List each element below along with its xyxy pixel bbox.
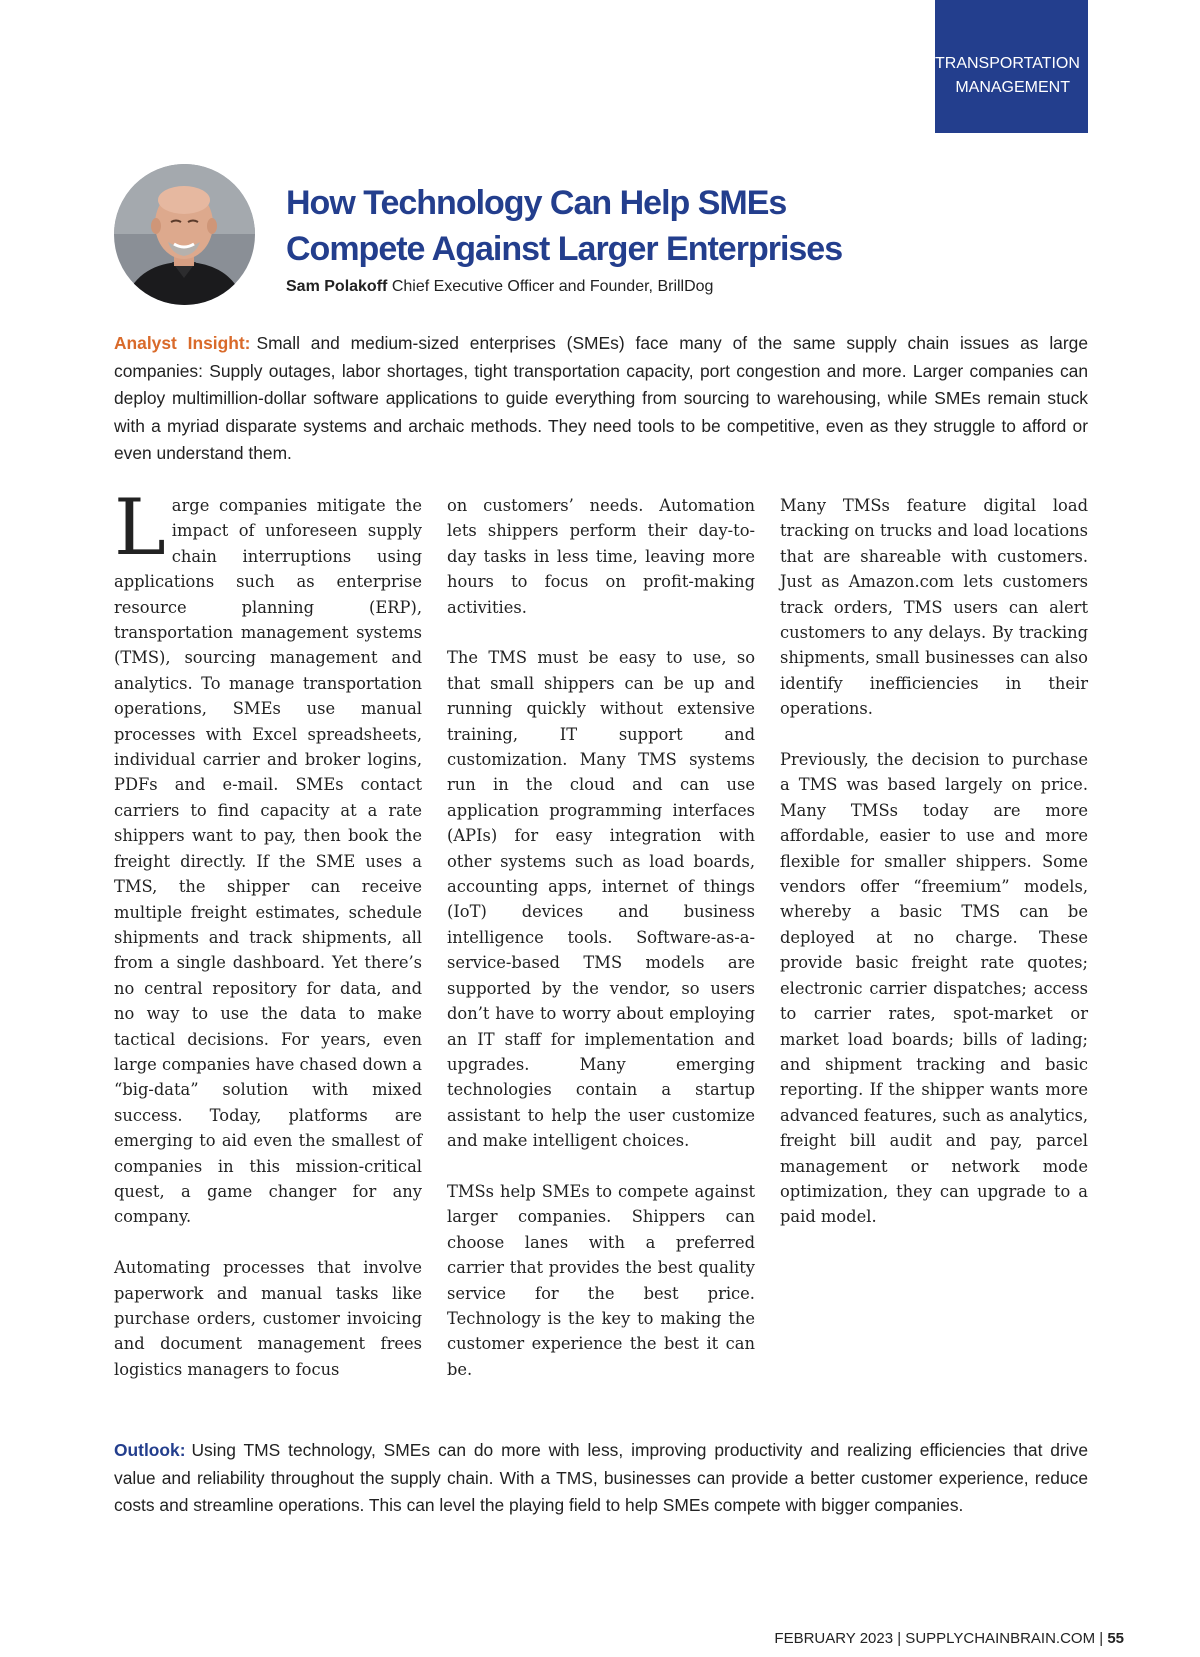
author-name: Sam Polakoff <box>286 278 388 295</box>
drop-cap: L <box>114 483 166 573</box>
section-label-line1: TRANSPORTATION <box>935 55 1080 72</box>
page-number: 55 <box>1107 1630 1124 1647</box>
body-paragraph-2-continued: on customers’ needs. Automation lets shippers perform their day-to-day tasks in less time, leaving more hours to focus on profit-making activities. <box>447 496 755 617</box>
body-paragraph-4: TMSs help SMEs to compete against larger companies. Shippers can choose lanes with a preferred carrier that provides the best quality service for the best price. Technology is the key to making the customer experience the best it can be. <box>447 1181 755 1379</box>
article-column-3 <box>780 493 1088 1255</box>
author-role: Chief Executive Officer and Founder, BrillDog <box>391 278 714 295</box>
outlook-label: Outlook: <box>114 1440 186 1460</box>
article-column-1 <box>114 483 422 1408</box>
body-paragraph-6: Previously, the decision to purchase a TMS was based largely on price. Many TMSs today are more affordable, easier to use and more flexible for smaller shippers. Some vendors offer “freemium” models, whereby a basic TMS can be deployed at no charge. These provide basic freight rate quotes; electronic carrier dispatches; access to carrier rates, spot-market or market load boards; bills of lading; and shipment tracking and basic reporting. If the shipper wants more advanced features, such as analytics, freight bill audit and pay, parcel management or network mode optimization, they can upgrade to a paid model. <box>780 750 1088 1227</box>
analyst-insight-label: Analyst Insight: <box>114 333 251 353</box>
body-paragraph-2: Automating processes that involve paperwork and manual tasks like purchase orders, customer invoicing and document management frees logistics managers to focus <box>114 1258 422 1379</box>
section-label-line2: MANAGEMENT <box>955 79 1070 96</box>
outlook-text: Using TMS technology, SMEs can do more with less, improving productivity and realizing efficiencies that drive value and reliability throughout the supply chain. With a TMS, businesses can provide a better customer experience, reduce costs and streamline operations. This can level the playing field to help SMEs compete with bigger companies. <box>114 1440 1088 1515</box>
article-title: How Technology Can Help SMEs Compete Against Larger Enterprises <box>286 184 843 268</box>
outlook <box>114 1437 1088 1520</box>
article-column-2 <box>447 493 755 1408</box>
analyst-insight <box>114 330 1088 468</box>
analyst-insight-text: Small and medium-sized enterprises (SMEs) face many of the same supply chain issues as large companies: Supply outages, labor shortages, tight transportation capacity, port congestion and more. Larger companies can deploy multimillion-dollar software applications to guide everything from sourcing to warehousing, while SMEs remain stuck with a myriad disparate systems and archaic methods. They need tools to be competitive, even as they struggle to afford or even understand them. <box>114 333 1088 463</box>
byline <box>286 278 713 296</box>
body-paragraph-1: arge companies mitigate the impact of unforeseen supply chain interruptions using applications such as enterprise resource planning (ERP), transportation management systems (TMS), sourcing management and analytics. To manage transportation operations, SMEs use manual processes with Excel spreadsheets, individual carrier and broker logins, PDFs and e-mail. SMEs contact carriers to find capacity at a rate shippers want to pay, then book the freight directly. If the SME uses a TMS, the shipper can receive multiple freight estimates, schedule shipments and track shipments, all from a single dashboard. Yet there’s no central repository for data, and no way to use the data to make tactical decisions. For years, even large companies have chased down a “big-data” solution with mixed success. Today, platforms are emerging to aid even the smallest of companies in this mission-critical quest, a game changer for any company. <box>114 496 422 1227</box>
footer-issue: FEBRUARY 2023 | SUPPLYCHAINBRAIN.COM | <box>774 1630 1104 1647</box>
section-tab <box>935 0 1088 133</box>
page-footer <box>774 1630 1124 1647</box>
body-paragraph-3: The TMS must be easy to use, so that small shippers can be up and running quickly without extensive training, IT support and customization. Many TMS systems run in the cloud and can use application programming interfaces (APIs) for easy integration with other systems such as load boards, accounting apps, internet of things (IoT) devices and business intelligence tools. Software-as-a-service-based TMS models are supported by the vendor, so users don’t have to worry about employing an IT staff for implementation and upgrades. Many emerging technologies contain a startup assistant to help the user customize and make intelligent choices. <box>447 648 755 1151</box>
body-paragraph-5: Many TMSs feature digital load tracking on trucks and load locations that are shareable with customers. Just as Amazon.com lets customers track orders, TMS users can alert customers to any delays. By tracking shipments, small businesses can also identify inefficiencies in their operations. <box>780 496 1088 719</box>
author-photo <box>114 164 255 305</box>
